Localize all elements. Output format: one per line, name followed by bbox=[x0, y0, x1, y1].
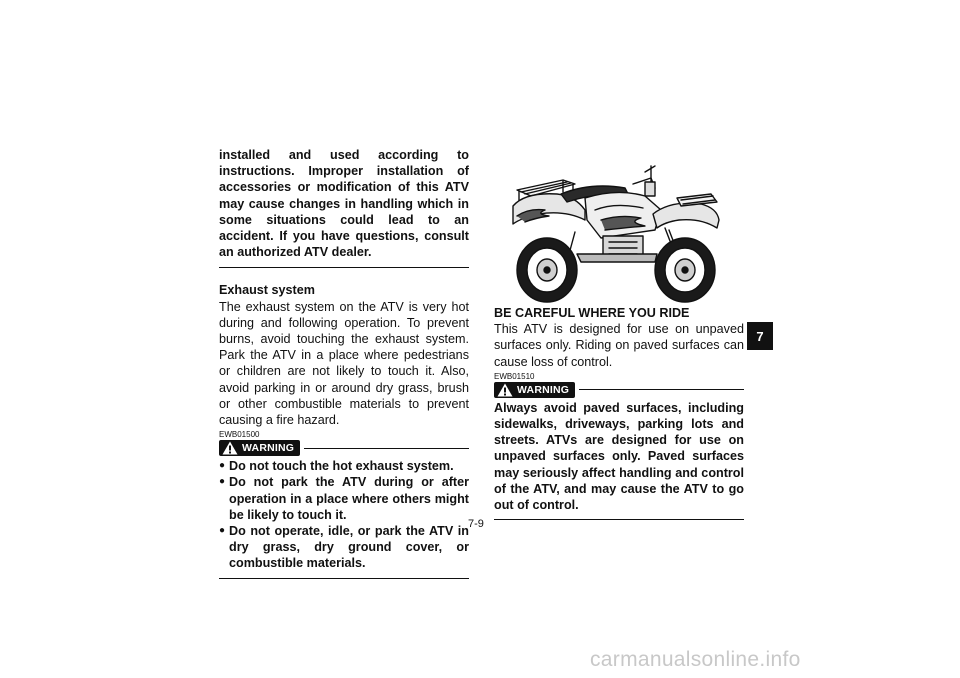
ride-body: This ATV is designed for use on unpaved surfaces only. Riding on paved surfaces can cause loss of control. bbox=[494, 322, 744, 369]
exhaust-heading: Exhaust system bbox=[219, 283, 315, 298]
left-column bbox=[219, 147, 469, 579]
list-item: ● Do not park the ATV during or after operation in a place where others might be likely to touch it. bbox=[219, 475, 469, 522]
list-item: ● Do not operate, idle, or park the ATV in dry grass, dry ground cover, or combustible materials. bbox=[219, 524, 469, 571]
warning-header-rule bbox=[304, 448, 469, 449]
page-number: 7-9 bbox=[468, 518, 484, 530]
warning-end-rule bbox=[494, 519, 744, 520]
warning-list bbox=[219, 458, 469, 571]
ride-heading: BE CAREFUL WHERE YOU RIDE bbox=[494, 306, 690, 320]
atv-illustration bbox=[505, 158, 725, 306]
warning-code: EWB01500 bbox=[219, 430, 260, 440]
warning-end-rule bbox=[219, 578, 469, 579]
warning-continuation-text: installed and used according to instructions. Improper installation of accessories or modification of this ATV may cause changes in handling which in some situations could lead to an accident. If you have questions, consult an authorized ATV dealer. bbox=[219, 148, 469, 260]
bullet-icon: ● bbox=[219, 525, 226, 537]
warning-badge bbox=[494, 382, 575, 398]
section-tab: 7 bbox=[747, 322, 773, 350]
warning-header bbox=[219, 440, 469, 456]
list-item: ● Do not touch the hot exhaust system. bbox=[219, 459, 454, 474]
warning-text: Always avoid paved surfaces, including sidewalks, driveways, parking lots and streets. ATVs are designed for use on unpaved surfaces only. Paved surfaces may seriously affect handling and control of the ATV, and may cause the ATV to go out of control. bbox=[494, 400, 744, 513]
warning-header-rule bbox=[579, 389, 744, 390]
warning-label: WARNING bbox=[517, 383, 570, 396]
bullet-icon: ● bbox=[219, 476, 226, 488]
warning-badge bbox=[219, 440, 300, 456]
warning-triangle-icon bbox=[497, 383, 513, 397]
warning-label: WARNING bbox=[242, 442, 295, 455]
watermark: carmanualsonline.info bbox=[590, 648, 801, 671]
exhaust-body: The exhaust system on the ATV is very hot during and following operation. To prevent burns, avoid touching the exhaust system. Park the ATV in a place where pedestrians or children are not likely to touch it. Also, avoid parking in or around dry grass, brush or other combustible materials to prevent causing a fire hazard. bbox=[219, 299, 469, 428]
right-column bbox=[494, 305, 744, 520]
bullet-icon: ● bbox=[219, 460, 226, 472]
warning-code: EWB01510 bbox=[494, 371, 535, 381]
warning-triangle-icon bbox=[222, 441, 238, 455]
warning-header bbox=[494, 382, 744, 398]
